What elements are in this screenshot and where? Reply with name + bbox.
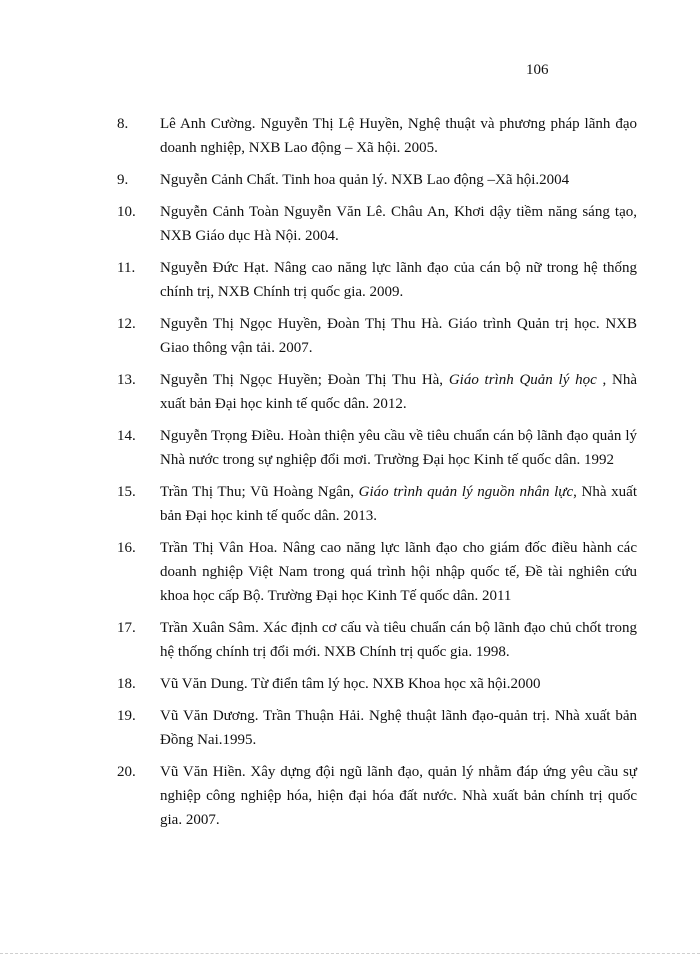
page-number: 106 xyxy=(526,62,549,78)
reference-authors: Trần Thị Thu; Vũ Hoàng Ngân, xyxy=(160,484,359,500)
reference-book-title: Giáo trình Quản lý học xyxy=(448,372,597,388)
reference-list xyxy=(117,112,637,840)
reference-text xyxy=(160,480,637,528)
reference-text: Vũ Văn Dương. Trần Thuận Hải. Nghệ thuật lãnh đạo-quản trị. Nhà xuất bản Đồng Nai.1995. xyxy=(160,708,637,748)
reference-publisher: , Nhà xuất bản Đại học kinh tế quốc dân. 2012. xyxy=(160,372,637,412)
reference-item xyxy=(117,368,637,416)
reference-item xyxy=(117,704,637,752)
reference-number: 18. xyxy=(117,676,136,692)
reference-number: 15. xyxy=(117,484,136,500)
reference-text: Nguyễn Trọng Điều. Hoàn thiện yêu cầu về tiêu chuẩn cán bộ lãnh đạo quản lý Nhà nước trong sự nghiệp đổi mơi. Trường Đại học Kinh tế quốc dân. 1992 xyxy=(160,428,637,468)
reference-text: Trần Xuân Sâm. Xác định cơ cấu và tiêu chuẩn cán bộ lãnh đạo chủ chốt trong hệ thống chính trị đổi mới. NXB Chính trị quốc gia. 1998. xyxy=(160,620,637,660)
reference-number: 10. xyxy=(117,204,136,220)
reference-item xyxy=(117,760,637,832)
reference-number: 19. xyxy=(117,708,136,724)
reference-text: Nguyễn Thị Ngọc Huyền, Đoàn Thị Thu Hà. Giáo trình Quản trị học. NXB Giao thông vận tải. 2007. xyxy=(160,316,637,356)
reference-text: Nguyễn Đức Hạt. Nâng cao năng lực lãnh đạo của cán bộ nữ trong hệ thống chính trị, NXB Chính trị quốc gia. 2009. xyxy=(160,260,637,300)
reference-item xyxy=(117,672,637,696)
reference-text: Trần Thị Vân Hoa. Nâng cao năng lực lãnh đạo cho giám đốc điều hành các doanh nghiệp Việt Nam trong quá trình hội nhập quốc tế, Đề tài nghiên cứu khoa học cấp Bộ. Trường Đại học Kinh Tế quốc dân. 2011 xyxy=(160,540,637,604)
reference-item xyxy=(117,480,637,528)
reference-number: 12. xyxy=(117,316,136,332)
reference-text xyxy=(160,368,637,416)
reference-item xyxy=(117,168,637,192)
reference-item xyxy=(117,112,637,160)
reference-item xyxy=(117,256,637,304)
reference-number: 20. xyxy=(117,764,136,780)
reference-item xyxy=(117,200,637,248)
reference-text: Nguyễn Cảnh Toàn Nguyễn Văn Lê. Châu An, Khơi dậy tiềm năng sáng tạo, NXB Giáo dục Hà Nội. 2004. xyxy=(160,204,637,244)
reference-text: Vũ Văn Dung. Từ điển tâm lý học. NXB Khoa học xã hội.2000 xyxy=(160,676,541,692)
reference-number: 11. xyxy=(117,260,136,276)
reference-item xyxy=(117,312,637,360)
reference-text: Vũ Văn Hiền. Xây dựng đội ngũ lãnh đạo, quản lý nhằm đáp ứng yêu cầu sự nghiệp công nghiệp hóa, hiện đại hóa đất nước. Nhà xuất bản chính trị quốc gia. 2007. xyxy=(160,764,637,828)
reference-number: 13. xyxy=(117,372,136,388)
reference-number: 14. xyxy=(117,428,136,444)
reference-book-title: Giáo trình quản lý nguồn nhân lực xyxy=(358,484,574,500)
reference-text: Lê Anh Cường. Nguyễn Thị Lệ Huyền, Nghệ thuật và phương pháp lãnh đạo doanh nghiệp, NXB Lao động – Xã hội. 2005. xyxy=(160,116,637,156)
page-bottom-edge xyxy=(0,953,700,954)
reference-text: Nguyễn Cảnh Chất. Tinh hoa quản lý. NXB Lao động –Xã hội.2004 xyxy=(160,172,570,188)
reference-number: 8. xyxy=(117,116,129,132)
reference-publisher: , Nhà xuất bản Đại học kinh tế quốc dân. 2013. xyxy=(160,484,637,524)
reference-number: 16. xyxy=(117,540,136,556)
reference-item xyxy=(117,424,637,472)
reference-item xyxy=(117,536,637,608)
reference-authors: Nguyễn Thị Ngọc Huyền; Đoàn Thị Thu Hà, xyxy=(160,372,449,388)
reference-number: 9. xyxy=(117,172,129,188)
reference-item xyxy=(117,616,637,664)
reference-number: 17. xyxy=(117,620,136,636)
